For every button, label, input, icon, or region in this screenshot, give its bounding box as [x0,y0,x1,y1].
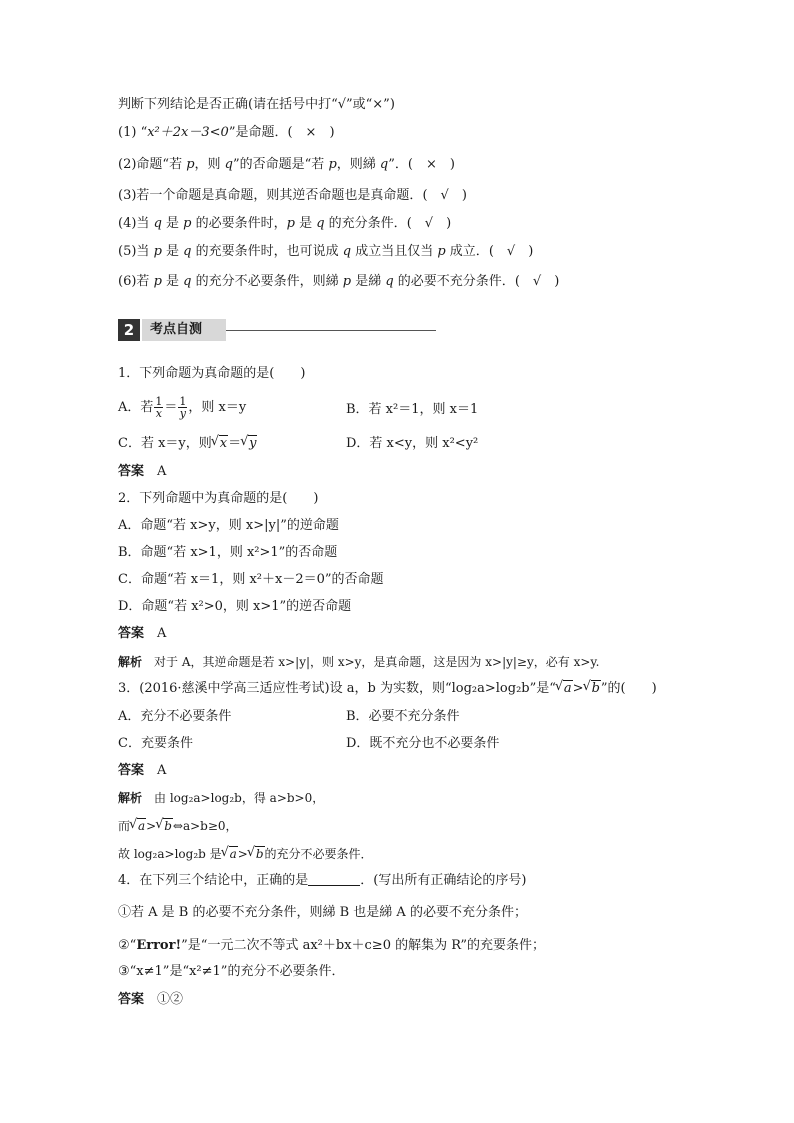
item-text: 是綈 [351,274,386,289]
sqrt-expr: √ b [255,846,265,861]
item-text: 的充分不必要条件，则綈 [191,274,343,289]
sqrt-expr: √ x [219,435,228,451]
item-text: ”． [388,157,408,172]
item-text: 若 [136,274,154,289]
denominator: x [155,407,162,420]
item-text: 是 [161,244,184,259]
item-text: 当 [136,216,154,231]
statement-text: ②“ [118,938,137,953]
section-divider [226,330,436,331]
stem-text: ．(写出所有正确结论的序号) [360,873,527,888]
q4-statement-3: ③“x≠1”是“x²≠1”的充分不必要条件． [118,964,345,979]
option-text: C．若 x＝y，则 [118,436,212,451]
fraction [178,396,187,419]
q3-option-b: B．必要不充分条件 [346,709,460,724]
sqrt-expr: √ y [248,435,257,451]
answer-value: A [157,763,167,778]
var-p: p [186,157,195,172]
answer-value: A [157,626,167,641]
q1-option-c [118,435,257,453]
sqrt-expr: √ b [591,680,601,696]
answer-blank[interactable] [308,873,360,886]
analysis-text: 故 log₂a>log₂b 是 [118,847,222,861]
judge-item-4: (4)当 q 是 p 的必要条件时，p 是 q 的充分条件．( √ ) [118,216,452,231]
denominator: y [179,407,187,420]
answer-mark: √ [424,216,434,231]
fraction [154,396,163,419]
sqrt-expr: √ a [137,818,146,833]
q2-option-a: A．命题“若 x>y，则 x>|y|”的逆命题 [118,518,339,533]
q1-answer [118,463,166,481]
analysis-text: 对于 A，其逆命题是若 x>|y|，则 x>y，是真命题，这是因为 x>|y|≥y，必有 x>y. [154,655,600,669]
var-q: q [342,244,352,259]
judge-item-6: (6)若 p 是 q 的充分不必要条件，则綈 p 是綈 q 的必要不充分条件．( √ ) [118,274,560,289]
section-number-badge: 2 [118,319,140,341]
item-text: 的必要条件时， [191,216,287,231]
q3-analysis-1 [118,789,324,807]
var-q: q [385,274,394,289]
operator: > [237,847,248,861]
var-p: p [286,216,295,231]
item-text: 的充分条件． [324,216,407,231]
q3-answer [118,762,166,780]
q1-options-ab [118,396,246,419]
var-q: q [153,216,162,231]
judge-item-5: (5)当 p 是 q 的充要条件时，也可说成 q 成立当且仅当 p 成立．( √ ) [118,244,534,259]
q1-option-a [118,395,247,420]
item-text: 成立． [445,244,489,259]
sqrt-expr: √ b [163,818,173,833]
item-pre: “ [140,125,148,140]
q3-option-c: C．充要条件 [118,736,193,751]
item-label: (1) [118,125,137,140]
stem-text: 4．在下列三个结论中，正确的是 [118,873,309,888]
q4-stem [118,872,526,890]
var-q: q [224,157,233,172]
numerator: 1 [155,395,163,408]
item-text: 是 [161,274,184,289]
answer-label: 答案 [118,464,145,479]
analysis-text: 的充分不必要条件． [264,847,373,861]
numerator: 1 [179,395,187,408]
item-text: ”的否命题是“若 [233,157,329,172]
q2-analysis [118,653,599,671]
answer-value: ①② [157,992,184,1007]
var-p: p [153,274,162,289]
q3-analysis-2 [118,817,238,835]
sqrt-expr: √ a [563,680,573,696]
judge-item-3: (3)若一个命题是真命题，则其逆否命题也是真命题．( √ ) [118,188,467,203]
item-text: ，则綈 [336,157,380,172]
operator: > [572,681,584,696]
var-p: p [342,274,352,289]
item-text: 是 [294,216,317,231]
var-p: p [183,216,192,231]
item-text: 成立当且仅当 [351,244,438,259]
q4-statement-2 [118,937,545,955]
item-label: (3) [118,188,137,203]
answer-mark: √ [506,244,516,259]
q2-option-d: D．命题“若 x²>0，则 x>1”的逆否命题 [118,599,352,614]
answer-mark: √ [532,274,542,289]
item-text: 当 [136,244,154,259]
section-title: 考点自测 [142,319,226,341]
var-q: q [379,157,389,172]
q4-answer [118,991,183,1009]
q3-stem [118,680,657,698]
answer-value: A [157,464,167,479]
sqrt-expr: √ a [229,846,238,861]
q1-option-d: D．若 x<y，则 x²<y² [346,436,479,451]
item-text: 是 [161,216,184,231]
var-p: p [437,244,446,259]
equals: ＝ [228,436,242,451]
answer-label: 答案 [118,626,145,641]
var-q: q [183,244,192,259]
item-label: (5) [118,244,137,259]
var-p: p [328,157,337,172]
option-text: ，则 x＝y [188,400,247,415]
q1-stem: 1．下列命题为真命题的是( ) [118,366,306,381]
statement-text: ”是“一元二次不等式 ax²＋bx＋c≥0 的解集为 R”的充要条件； [181,938,545,953]
var-q: q [183,274,192,289]
analysis-text: 由 log₂a>log₂b，得 a>b>0， [154,791,325,805]
q3-option-d: D．既不充分也不必要条件 [346,736,500,751]
judge-heading: 判断下列结论是否正确(请在括号中打“√”或“×”) [118,97,395,112]
item-text: 命题“若 [136,157,187,172]
item-label: (2) [118,157,137,172]
q1-option-b: B．若 x²＝1，则 x＝1 [346,402,479,417]
equals: ＝ [164,400,178,415]
analysis-label: 解析 [118,791,143,805]
analysis-text: ⇔a>b≥0， [172,819,238,833]
item-text: ，则 [194,157,225,172]
answer-mark: √ [440,188,449,203]
item-text: 的充要条件时，也可说成 [191,244,343,259]
q3-option-a: A．充分不必要条件 [118,709,232,724]
operator: > [146,819,157,833]
answer-label: 答案 [118,763,145,778]
q2-option-b: B．命题“若 x>1，则 x²>1”的否命题 [118,545,338,560]
q2-answer [118,625,166,643]
q3-analysis-3 [118,845,373,863]
answer-mark: × [305,125,317,140]
item-text: 若一个命题是真命题，则其逆否命题也是真命题． [136,188,423,203]
q2-option-c: C．命题“若 x＝1，则 x²＋x－2＝0”的否命题 [118,572,384,587]
analysis-label: 解析 [118,655,143,669]
item-text: 的必要不充分条件． [393,274,515,289]
stem-text: ”的( ) [600,681,657,696]
q2-stem: 2．下列命题中为真命题的是( ) [118,491,319,506]
q4-statement-1: ①若 A 是 B 的必要不充分条件，则綈 B 也是綈 A 的必要不充分条件； [118,905,527,920]
item-post: ”是命题． [228,125,288,140]
var-p: p [153,244,162,259]
judge-item-1: (1) “x²＋2x－3<0”是命题．( × ) [118,125,335,140]
stem-text: 3．(2016·慈溪中学高三适应性考试)设 a，b 为实数，则“log₂a>log₂b”是“ [118,681,556,696]
option-text: A．若 [118,400,154,415]
answer-label: 答案 [118,992,145,1007]
analysis-text: 而 [118,819,131,833]
var-q: q [316,216,325,231]
item-label: (4) [118,216,137,231]
answer-mark: × [425,157,437,172]
item-expr: x²＋2x－3<0 [147,125,229,140]
item-label: (6) [118,274,137,289]
judge-item-2: (2)命题“若 p，则 q”的否命题是“若 p，则綈 q”．( × ) [118,157,455,172]
error-text: Error! [136,938,182,953]
